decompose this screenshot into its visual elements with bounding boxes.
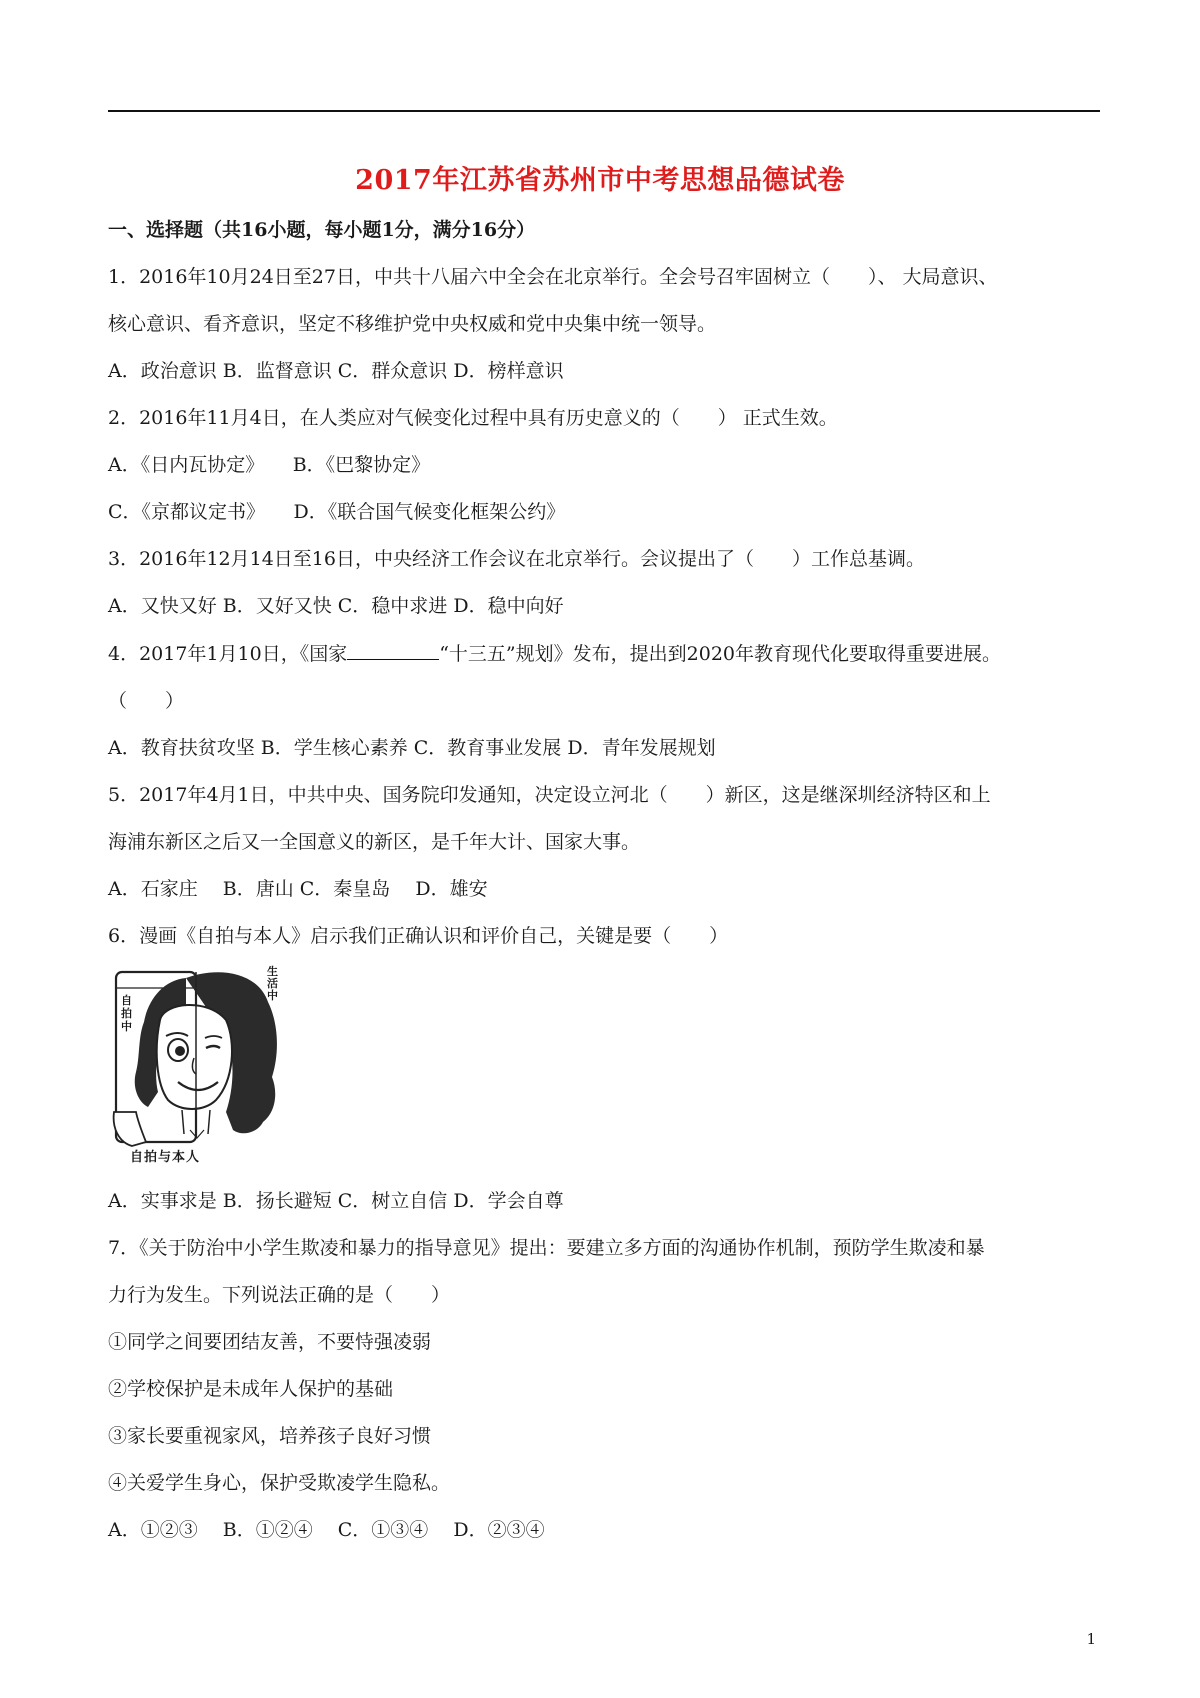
exam-content <box>108 218 1100 1542</box>
header-rule <box>108 110 1100 112</box>
q7-stem-line-1: 7．《关于防治中小学生欺凌和暴力的指导意见》提出：要建立多方面的沟通协作机制，预防学生欺凌和暴 <box>108 1237 985 1259</box>
section-heading: 一、选择题（共16小题，每小题1分，满分16分） <box>108 219 536 241</box>
q4-fill-blank <box>347 641 439 660</box>
cartoon-label-in-real-life: 生活中 <box>267 965 278 1002</box>
q2-options-line-2: C．《京都议定书》 D．《联合国气候变化框架公约》 <box>108 501 566 523</box>
q4-options: A．教育扶贫攻坚 B．学生核心素养 C．教育事业发展 D．青年发展规划 <box>108 737 716 759</box>
q7-statement-4: ④关爱学生身心，保护受欺凌学生隐私。 <box>108 1472 451 1494</box>
q1-options: A．政治意识 B．监督意识 C．群众意识 D．榜样意识 <box>108 360 564 382</box>
q1-stem-line-1: 1．2016年10月24日至27日，中共十八届六中全会在北京举行。全会号召牢固树立（ ）、 大局意识、 <box>108 266 998 288</box>
q2-stem: 2．2016年11月4日，在人类应对气候变化过程中具有历史意义的（ ） 正式生效。 <box>108 407 838 429</box>
exam-title: 2017年江苏省苏州市中考思想品德试卷 <box>355 165 845 196</box>
q6-cartoon-figure <box>108 962 284 1167</box>
q7-options: A．①②③ B．①②④ C．①③④ D．②③④ <box>108 1519 545 1541</box>
q3-options: A．又快又好 B．又好又快 C．稳中求进 D．稳中向好 <box>108 595 564 617</box>
q7-stem-line-2: 力行为发生。下列说法正确的是（ ） <box>108 1284 451 1306</box>
q3-stem: 3．2016年12月14日至16日，中央经济工作会议在北京举行。会议提出了（ ）工作总基调。 <box>108 548 925 570</box>
q6-stem: 6．漫画《自拍与本人》启示我们正确认识和评价自己，关键是要（ ） <box>108 925 729 947</box>
q2-options-line-1: A．《日内瓦协定》 B．《巴黎协定》 <box>108 454 431 476</box>
q7-statement-1: ①同学之间要团结友善，不要恃强凌弱 <box>108 1331 432 1353</box>
q5-options: A．石家庄 B．唐山 C．秦皇岛 D．雄安 <box>108 878 488 900</box>
q7-statement-3: ③家长要重视家风，培养孩子良好习惯 <box>108 1425 432 1447</box>
page-number: 1 <box>1086 1630 1096 1648</box>
q1-stem-line-2: 核心意识、看齐意识，坚定不移维护党中央权威和党中央集中统一领导。 <box>108 313 717 335</box>
q5-stem-line-1: 5．2017年4月1日，中共中央、国务院印发通知，决定设立河北（ ）新区，这是继深圳经济特区和上 <box>108 784 991 806</box>
cartoon-label-in-selfie: 自拍中 <box>121 994 132 1033</box>
selfie-vs-real-cartoon-illustration <box>108 962 284 1167</box>
q4-stem-before-blank: 4．2017年1月10日，《国家 <box>108 643 348 665</box>
cartoon-caption: 自拍与本人 <box>130 1150 201 1165</box>
q6-options: A．实事求是 B．扬长避短 C．树立自信 D．学会自尊 <box>108 1190 564 1212</box>
q5-stem-line-2: 海浦东新区之后又一全国意义的新区，是千年大计、国家大事。 <box>108 831 641 853</box>
q4-stem-after-blank: “十三五”规划》发布，提出到2020年教育现代化要取得重要进展。 <box>439 643 1002 665</box>
q4-answer-bracket: （ ） <box>108 690 185 712</box>
q7-statement-2: ②学校保护是未成年人保护的基础 <box>108 1378 394 1400</box>
q4-stem <box>108 641 1100 666</box>
